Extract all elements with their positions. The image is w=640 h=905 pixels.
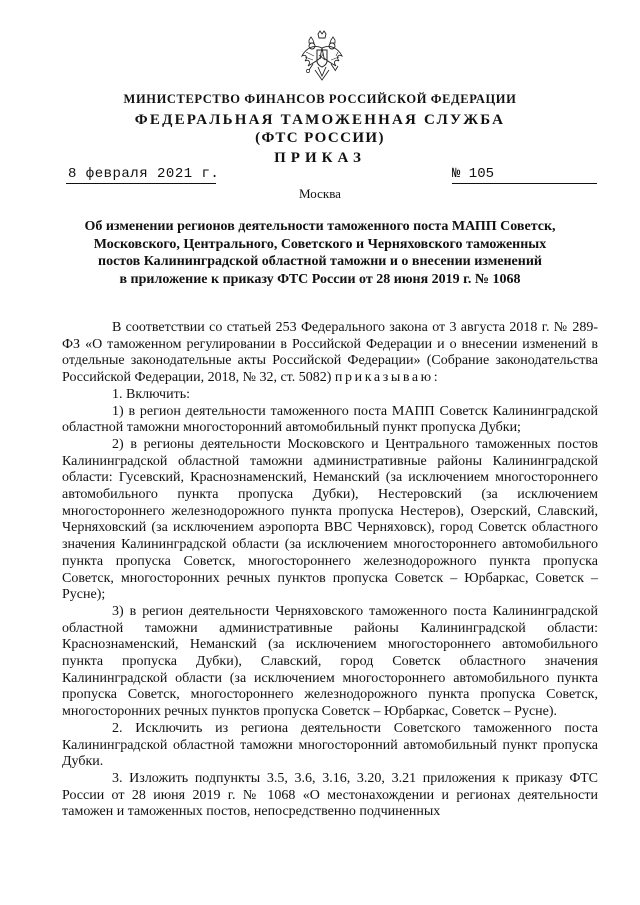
item-1-2: 2) в регионы деятельности Московского и Центрального таможенных постов Калининградской областной таможни административные районы Калининградской области: Гусевский, Краснознаменский, Неманский (за исключением многостороннего автомобильного пункта пропуска Дубки), Нестеровский (за исключением многостороннего железнодорожного пункта пропуска Нестеров), Озерский, Славский, Черняховский (за исключением аэропорта ВВС Черняховск), город Советск областного значения Калининградской области (за исключением многостороннего автомобильного пункта пропуска Советск, многостороннего железнодорожного пункта пропуска Советск, многосторонних речных пунктов пропуска Советск – Юрбаркас, Советск – Русне); <box>62 436 598 603</box>
title-line: в приложение к приказу ФТС России от 28 июня 2019 г. № 1068 <box>119 271 521 287</box>
document-type: ПРИКАЗ <box>274 150 366 166</box>
preamble-text: В соответствии со статьей 253 Федерального закона от 3 августа 2018 г. № 289-ФЗ «О таможенном регулировании в Российской Федерации и о внесении изменений в отдельные законодательные акты Российской Федерации» (Собрание законодательства Российской Федерации, 2018, № 32, ст. 5082) <box>62 320 598 386</box>
emblem-icon <box>300 30 344 82</box>
order-date: 8 февраля 2021 г. <box>68 166 220 182</box>
service-heading: ФЕДЕРАЛЬНАЯ ТАМОЖЕННАЯ СЛУЖБА <box>134 112 506 128</box>
title-line: Об изменении регионов деятельности таможенного поста МАПП Советск, <box>84 219 556 234</box>
city: Москва <box>299 186 341 201</box>
item-1-1: 1) в регион деятельности таможенного поста МАПП Советск Калининградской областной таможни многосторонний автомобильный пункт пропуска Дубки; <box>62 403 598 436</box>
ministry-heading: МИНИСТЕРСТВО ФИНАНСОВ РОССИЙСКОЙ ФЕДЕРАЦИИ <box>123 92 517 106</box>
order-number: № 105 <box>452 166 495 182</box>
item-2: 2. Исключить из региона деятельности Советского таможенного поста Калининградской областной таможни многосторонний автомобильный пункт пропуска Дубки. <box>62 720 598 770</box>
item-3: 3. Изложить подпункты 3.5, 3.6, 3.16, 3.20, 3.21 приложения к приказу ФТС России от 28 июня 2019 г. № 1068 «О местонахождении и регионах деятельности таможен и таможенных постов, непосредственно подчиненных <box>62 770 598 820</box>
preamble-paragraph <box>62 320 598 387</box>
number-underline <box>452 183 597 184</box>
prikazyvayu: приказываю: <box>334 370 441 386</box>
order-title <box>70 218 570 288</box>
order-body <box>62 320 598 821</box>
item-1-3: 3) в регион деятельности Черняховского таможенного поста Калининградской областной таможни административные районы Калининградской области: Краснознаменский, Неманский (за исключением многостороннего автомобильного пункта пропуска Дубки), Славский, город Советск областного значения Калининградской области (за исключением многостороннего автомобильного пункта пропуска Советск, многостороннего железнодорожного пункта пропуска Советск, многосторонних речных пунктов пропуска Советск – Юрбаркас, Советск – Русне). <box>62 603 598 720</box>
title-line: постов Калининградской областной таможни и о внесении изменений <box>98 254 542 269</box>
title-line: Московского, Центрального, Советского и Черняховского таможенных <box>93 236 547 252</box>
date-underline <box>66 183 216 184</box>
item-1: 1. Включить: <box>112 386 190 402</box>
service-abbreviation: (ФТС РОССИИ) <box>255 130 385 146</box>
